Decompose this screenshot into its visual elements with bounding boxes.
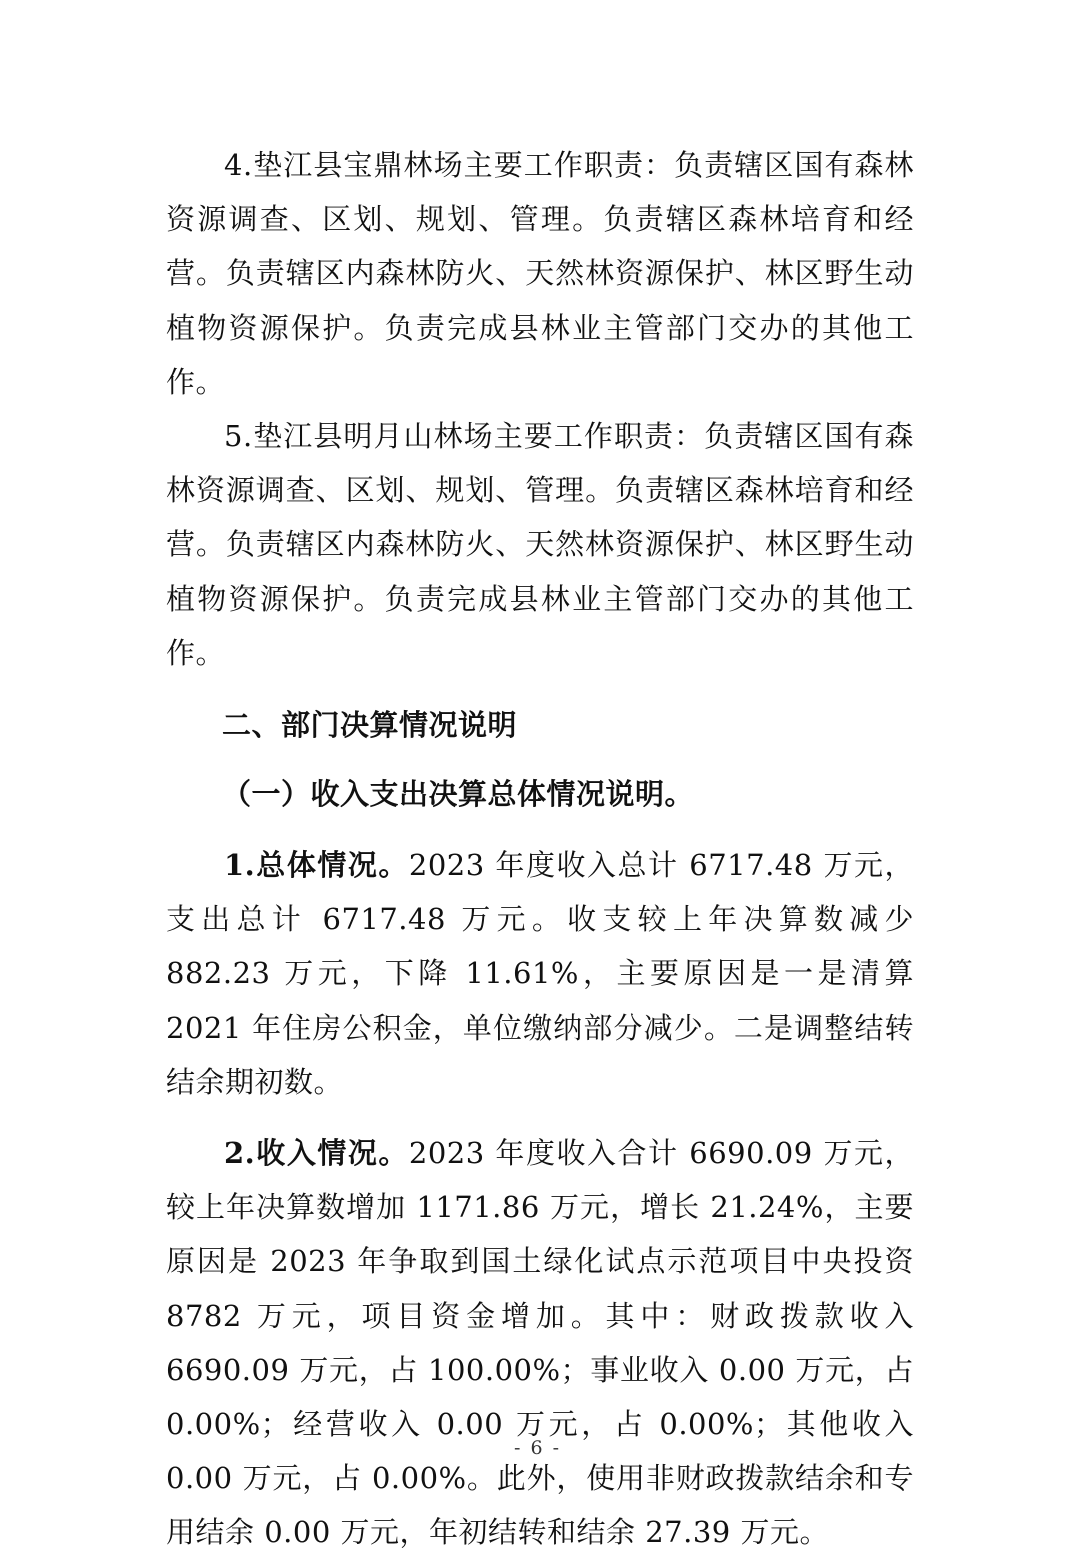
paragraph-mingyueshan-forest-farm: 5.垫江县明月山林场主要工作职责：负责辖区国有森林资源调查、区划、规划、管理。负责辖区森林培育和经营。负责辖区内森林防火、天然林资源保护、林区野生动植物资源保护。负责完成县林业主管部门交办的其他工作。 [166,419,914,670]
paragraph-overall-situation [166,838,914,1109]
paragraph-baoding-forest-farm: 4.垫江县宝鼎林场主要工作职责：负责辖区国有森林资源调查、区划、规划、管理。负责辖区森林培育和经营。负责辖区内森林防火、天然林资源保护、林区野生动植物资源保护。负责完成县林业主管部门交办的其他工作。 [166,148,914,399]
section-heading: 二、部门决算情况说明 [222,708,518,743]
document-body [166,138,914,1560]
page-number: - 6 - [513,1437,561,1459]
subsection-heading: （一）收入支出决算总体情况说明。 [222,777,695,812]
overall-lead: 1.总体情况。 [224,848,409,883]
overall-text: 2023 年度收入总计 6717.48 万元，支出总计 6717.48 万元。收支较上年决算数减少 882.23 万元，下降 11.61%，主要原因是一是清算 2021 年住房公积金，单位缴纳部分减少。二是调整结转结余期初数。 [166,848,914,1099]
paragraph-income-situation [166,1126,914,1560]
income-lead: 2.收入情况。 [224,1136,409,1171]
income-text: 2023 年度收入合计 6690.09 万元，较上年决算数增加 1171.86 万元，增长 21.24%，主要原因是 2023 年争取到国土绿化试点示范项目中央投资 8782 万元，项目资金增加。其中：财政拨款收入 6690.09 万元，占 100.00%；事业收入 0.00 万元，占 0.00%；经营收入 0.00 万元，占 0.00%；其他收入 0.00 万元，占 0.00%。此外，使用非财政拨款结余和专用结余 0.00 万元，年初结转和结余 27.39 万元。 [166,1136,914,1550]
